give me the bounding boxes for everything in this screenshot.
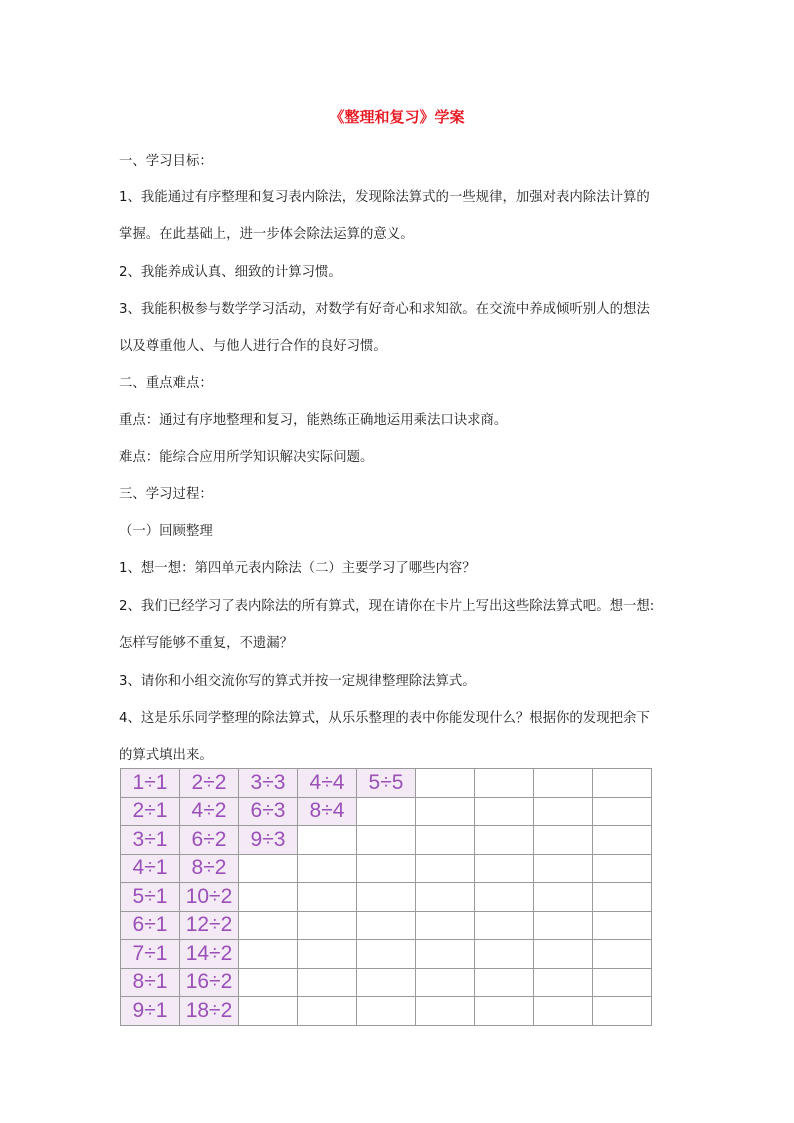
blank-cell[interactable] [475, 854, 534, 883]
blank-cell[interactable] [239, 968, 298, 997]
table-cell [180, 826, 239, 855]
blank-cell[interactable] [475, 940, 534, 969]
division-expression: 3÷3 [250, 770, 286, 794]
step-2-line-1: 2、我们已经学习了表内除法的所有算式，现在请你在卡片上写出这些除法算式吧。想一想: [119, 599, 655, 614]
table-cell [298, 797, 357, 826]
table-cell [121, 854, 180, 883]
blank-cell[interactable] [593, 997, 652, 1026]
division-expression: 9÷3 [250, 827, 286, 851]
division-expression: 9÷1 [132, 998, 168, 1022]
blank-cell[interactable] [416, 940, 475, 969]
blank-cell[interactable] [357, 883, 416, 912]
blank-cell[interactable] [416, 997, 475, 1026]
table-cell [121, 883, 180, 912]
blank-cell[interactable] [593, 769, 652, 798]
blank-cell[interactable] [239, 854, 298, 883]
blank-cell[interactable] [239, 940, 298, 969]
division-expression: 8÷4 [309, 799, 345, 823]
blank-cell[interactable] [475, 797, 534, 826]
step-3: 3、请你和小组交流你写的算式并按一定规律整理除法算式。 [119, 674, 476, 689]
division-expression: 14÷2 [185, 941, 233, 965]
key-point: 重点：通过有序地整理和复习，能熟练正确地运用乘法口诀求商。 [119, 413, 508, 428]
blank-cell[interactable] [475, 968, 534, 997]
division-expression: 6÷3 [250, 799, 286, 823]
blank-cell[interactable] [475, 911, 534, 940]
blank-cell[interactable] [534, 997, 593, 1026]
blank-cell[interactable] [593, 854, 652, 883]
blank-cell[interactable] [298, 940, 357, 969]
division-expression: 4÷4 [309, 770, 345, 794]
table-row [121, 940, 652, 969]
table-cell [121, 997, 180, 1026]
table-row [121, 997, 652, 1026]
blank-cell[interactable] [534, 940, 593, 969]
step-1: 1、想一想：第四单元表内除法（二）主要学习了哪些内容？ [119, 561, 476, 576]
table-cell [180, 797, 239, 826]
division-expression: 8÷2 [191, 856, 227, 880]
section-heading-key-points: 二、重点难点： [119, 376, 213, 391]
difficult-point: 难点：能综合应用所学知识解决实际问题。 [119, 450, 374, 465]
blank-cell[interactable] [534, 854, 593, 883]
division-expression: 18÷2 [185, 998, 233, 1022]
blank-cell[interactable] [593, 940, 652, 969]
table-cell [121, 826, 180, 855]
division-table [120, 768, 652, 1026]
division-expression: 4÷2 [191, 799, 227, 823]
table-cell [239, 797, 298, 826]
blank-cell[interactable] [416, 797, 475, 826]
blank-cell[interactable] [298, 826, 357, 855]
blank-cell[interactable] [534, 911, 593, 940]
section-heading-goals: 一、学习目标： [119, 154, 213, 169]
goal-1-line-2: 掌握。在此基础上，进一步体会除法运算的意义。 [119, 227, 414, 242]
goal-1-line-1: 1、我能通过有序整理和复习表内除法，发现除法算式的一些规律，加强对表内除法计算的 [119, 190, 650, 205]
table-cell [180, 968, 239, 997]
table-cell [239, 826, 298, 855]
blank-cell[interactable] [416, 883, 475, 912]
blank-cell[interactable] [298, 997, 357, 1026]
blank-cell[interactable] [357, 911, 416, 940]
division-expression: 2÷2 [191, 770, 227, 794]
division-expression: 8÷1 [132, 970, 168, 994]
blank-cell[interactable] [357, 940, 416, 969]
blank-cell[interactable] [534, 797, 593, 826]
division-expression: 6÷2 [191, 827, 227, 851]
table-row [121, 769, 652, 798]
table-cell [121, 940, 180, 969]
blank-cell[interactable] [357, 797, 416, 826]
division-expression: 10÷2 [185, 884, 233, 908]
division-expression: 16÷2 [185, 970, 233, 994]
blank-cell[interactable] [298, 968, 357, 997]
blank-cell[interactable] [475, 997, 534, 1026]
blank-cell[interactable] [593, 797, 652, 826]
blank-cell[interactable] [416, 854, 475, 883]
table-cell [180, 940, 239, 969]
table-cell [180, 854, 239, 883]
blank-cell[interactable] [416, 911, 475, 940]
table-cell [180, 911, 239, 940]
blank-cell[interactable] [357, 826, 416, 855]
table-cell [180, 769, 239, 798]
division-expression: 12÷2 [185, 913, 233, 937]
step-4-line-1: 4、这是乐乐同学整理的除法算式，从乐乐整理的表中你能发现什么？根据你的发现把余下 [119, 711, 650, 726]
subsection-review: （一）回顾整理 [119, 524, 213, 539]
blank-cell[interactable] [239, 883, 298, 912]
table-cell [180, 997, 239, 1026]
step-2-line-2: 怎样写能够不重复，不遗漏？ [119, 636, 294, 651]
blank-cell[interactable] [416, 826, 475, 855]
table-row [121, 826, 652, 855]
blank-cell[interactable] [239, 911, 298, 940]
blank-cell[interactable] [239, 997, 298, 1026]
blank-cell[interactable] [416, 769, 475, 798]
blank-cell[interactable] [475, 883, 534, 912]
table-row [121, 883, 652, 912]
table-cell [121, 968, 180, 997]
division-expression: 7÷1 [132, 941, 168, 965]
table-cell [121, 911, 180, 940]
blank-cell[interactable] [534, 883, 593, 912]
step-4-line-2: 的算式填出来。 [119, 748, 213, 763]
blank-cell[interactable] [357, 997, 416, 1026]
goal-3-line-1: 3、我能积极参与数学学习活动，对数学有好奇心和求知欲。在交流中养成倾听别人的想法 [119, 302, 650, 317]
blank-cell[interactable] [298, 854, 357, 883]
table-cell [121, 769, 180, 798]
blank-cell[interactable] [593, 826, 652, 855]
goal-2: 2、我能养成认真、细致的计算习惯。 [119, 265, 342, 280]
table-row [121, 968, 652, 997]
blank-cell[interactable] [475, 826, 534, 855]
table-row [121, 911, 652, 940]
goal-3-line-2: 以及尊重他人、与他人进行合作的良好习惯。 [119, 339, 387, 354]
blank-cell[interactable] [593, 911, 652, 940]
blank-cell[interactable] [298, 883, 357, 912]
blank-cell[interactable] [534, 769, 593, 798]
table-cell [180, 883, 239, 912]
division-expression: 3÷1 [132, 827, 168, 851]
table-row [121, 854, 652, 883]
blank-cell[interactable] [534, 968, 593, 997]
blank-cell[interactable] [298, 911, 357, 940]
division-expression: 6÷1 [132, 913, 168, 937]
table-cell [298, 769, 357, 798]
table-cell [357, 769, 416, 798]
blank-cell[interactable] [593, 968, 652, 997]
blank-cell[interactable] [357, 854, 416, 883]
blank-cell[interactable] [416, 968, 475, 997]
division-expression: 5÷5 [368, 770, 404, 794]
document-title: 《整理和复习》学案 [329, 108, 465, 126]
division-expression: 1÷1 [132, 770, 168, 794]
blank-cell[interactable] [593, 883, 652, 912]
division-expression: 5÷1 [132, 884, 168, 908]
table-cell [121, 797, 180, 826]
blank-cell[interactable] [534, 826, 593, 855]
table-row [121, 797, 652, 826]
blank-cell[interactable] [357, 968, 416, 997]
blank-cell[interactable] [475, 769, 534, 798]
table-cell [239, 769, 298, 798]
section-heading-process: 三、学习过程： [119, 487, 213, 502]
division-expression: 4÷1 [132, 856, 168, 880]
division-expression: 2÷1 [132, 799, 168, 823]
